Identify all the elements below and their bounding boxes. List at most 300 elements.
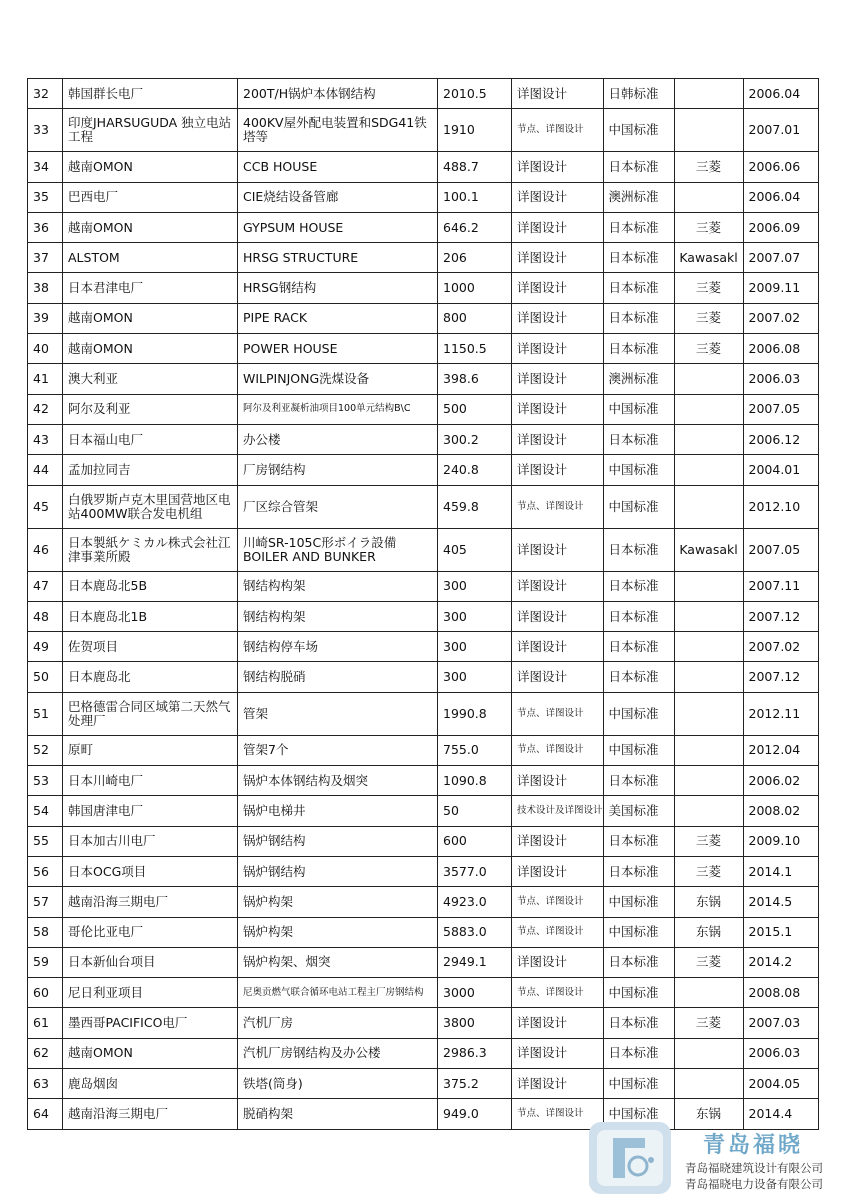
cell-scope: 详图设计 xyxy=(512,424,604,454)
table-row xyxy=(28,303,819,333)
cell-project-name: 越南OMON xyxy=(63,212,238,242)
table-row xyxy=(28,528,819,571)
cell-standard: 中国标准 xyxy=(603,917,674,947)
cell-no: 52 xyxy=(28,735,63,765)
table-row xyxy=(28,152,819,182)
cell-no: 53 xyxy=(28,766,63,796)
cell-project-name: 日本鹿岛北5B xyxy=(63,571,238,601)
cell-scope: 节点、详图设计 xyxy=(512,887,604,917)
table-row xyxy=(28,364,819,394)
cell-client xyxy=(674,766,743,796)
cell-project-name: 佐贺项目 xyxy=(63,632,238,662)
cell-item: POWER HOUSE xyxy=(238,334,438,364)
cell-standard: 澳洲标准 xyxy=(603,182,674,212)
cell-project-name: 越南OMON xyxy=(63,1038,238,1068)
cell-scope: 节点、详图设计 xyxy=(512,692,604,735)
table-row xyxy=(28,947,819,977)
cell-client xyxy=(674,1038,743,1068)
cell-project-name: 巴西电厂 xyxy=(63,182,238,212)
cell-standard: 中国标准 xyxy=(603,1069,674,1099)
cell-standard: 日本标准 xyxy=(603,528,674,571)
table-row xyxy=(28,692,819,735)
cell-no: 38 xyxy=(28,273,63,303)
cell-quantity: 300.2 xyxy=(438,424,512,454)
cell-project-name: 哥伦比亚电厂 xyxy=(63,917,238,947)
cell-standard: 中国标准 xyxy=(603,394,674,424)
cell-quantity: 1990.8 xyxy=(438,692,512,735)
cell-no: 55 xyxy=(28,826,63,856)
cell-client: 三菱 xyxy=(674,826,743,856)
cell-item: CIE烧结设备管廊 xyxy=(238,182,438,212)
cell-quantity: 300 xyxy=(438,632,512,662)
cell-scope: 节点、详图设计 xyxy=(512,1099,604,1129)
cell-quantity: 375.2 xyxy=(438,1069,512,1099)
table-row xyxy=(28,1008,819,1038)
cell-quantity: 1150.5 xyxy=(438,334,512,364)
cell-standard: 中国标准 xyxy=(603,692,674,735)
cell-standard: 日本标准 xyxy=(603,243,674,273)
cell-project-name: 日本川崎电厂 xyxy=(63,766,238,796)
cell-no: 39 xyxy=(28,303,63,333)
cell-item: 钢结构脱硝 xyxy=(238,662,438,692)
cell-standard: 日本标准 xyxy=(603,856,674,886)
cell-standard: 中国标准 xyxy=(603,1099,674,1129)
cell-client xyxy=(674,662,743,692)
cell-date: 2007.02 xyxy=(743,303,818,333)
cell-item: 厂区综合管架 xyxy=(238,485,438,528)
cell-standard: 日韩标准 xyxy=(603,79,674,109)
cell-standard: 日本标准 xyxy=(603,1008,674,1038)
cell-item: 汽机厂房钢结构及办公楼 xyxy=(238,1038,438,1068)
cell-standard: 日本标准 xyxy=(603,1038,674,1068)
cell-item: 管架 xyxy=(238,692,438,735)
company-name-2: 青岛福晓电力设备有限公司 xyxy=(685,1177,823,1191)
cell-item: 钢结构停车场 xyxy=(238,632,438,662)
cell-quantity: 646.2 xyxy=(438,212,512,242)
cell-item: 钢结构构架 xyxy=(238,571,438,601)
cell-item: 阿尔及利亚凝析油项目100单元结构B\C xyxy=(238,394,438,424)
cell-date: 2009.10 xyxy=(743,826,818,856)
cell-project-name: 日本加古川电厂 xyxy=(63,826,238,856)
cell-project-name: ALSTOM xyxy=(63,243,238,273)
cell-standard: 日本标准 xyxy=(603,947,674,977)
cell-project-name: 阿尔及利亚 xyxy=(63,394,238,424)
table-row xyxy=(28,917,819,947)
cell-quantity: 100.1 xyxy=(438,182,512,212)
cell-scope: 详图设计 xyxy=(512,273,604,303)
cell-scope: 详图设计 xyxy=(512,1069,604,1099)
cell-no: 33 xyxy=(28,109,63,152)
cell-no: 40 xyxy=(28,334,63,364)
cell-item: HRSG钢结构 xyxy=(238,273,438,303)
project-table xyxy=(27,78,819,1130)
cell-quantity: 600 xyxy=(438,826,512,856)
cell-client xyxy=(674,692,743,735)
cell-project-name: 日本鹿岛北 xyxy=(63,662,238,692)
cell-client: 东锅 xyxy=(674,917,743,947)
cell-quantity: 1910 xyxy=(438,109,512,152)
cell-no: 58 xyxy=(28,917,63,947)
cell-quantity: 3577.0 xyxy=(438,856,512,886)
cell-date: 2007.03 xyxy=(743,1008,818,1038)
cell-quantity: 398.6 xyxy=(438,364,512,394)
table-row xyxy=(28,856,819,886)
cell-scope: 技术设计及详图设计 xyxy=(512,796,604,826)
table-row xyxy=(28,826,819,856)
cell-quantity: 949.0 xyxy=(438,1099,512,1129)
cell-item: 锅炉电梯井 xyxy=(238,796,438,826)
cell-project-name: 日本君津电厂 xyxy=(63,273,238,303)
cell-client xyxy=(674,601,743,631)
logo-mark-icon xyxy=(583,1118,678,1198)
cell-quantity: 405 xyxy=(438,528,512,571)
company-name-1: 青岛福晓建筑设计有限公司 xyxy=(685,1161,823,1175)
cell-no: 51 xyxy=(28,692,63,735)
cell-item: 锅炉本体钢结构及烟突 xyxy=(238,766,438,796)
cell-no: 32 xyxy=(28,79,63,109)
cell-client xyxy=(674,735,743,765)
cell-client xyxy=(674,109,743,152)
cell-project-name: 越南沿海三期电厂 xyxy=(63,1099,238,1129)
cell-no: 57 xyxy=(28,887,63,917)
cell-quantity: 4923.0 xyxy=(438,887,512,917)
cell-item: 管架7个 xyxy=(238,735,438,765)
cell-date: 2014.4 xyxy=(743,1099,818,1129)
cell-quantity: 1000 xyxy=(438,273,512,303)
cell-date: 2014.2 xyxy=(743,947,818,977)
cell-client: 三菱 xyxy=(674,152,743,182)
cell-date: 2007.05 xyxy=(743,528,818,571)
cell-client: 三菱 xyxy=(674,1008,743,1038)
cell-no: 43 xyxy=(28,424,63,454)
cell-project-name: 印度JHARSUGUDA 独立电站工程 xyxy=(63,109,238,152)
cell-quantity: 300 xyxy=(438,571,512,601)
cell-date: 2007.11 xyxy=(743,571,818,601)
cell-client: 东锅 xyxy=(674,887,743,917)
cell-date: 2006.04 xyxy=(743,182,818,212)
cell-quantity: 2986.3 xyxy=(438,1038,512,1068)
cell-no: 47 xyxy=(28,571,63,601)
cell-date: 2008.08 xyxy=(743,978,818,1008)
cell-standard: 中国标准 xyxy=(603,485,674,528)
cell-standard: 日本标准 xyxy=(603,424,674,454)
table-row xyxy=(28,182,819,212)
cell-date: 2006.03 xyxy=(743,364,818,394)
cell-no: 35 xyxy=(28,182,63,212)
cell-item: 锅炉构架 xyxy=(238,917,438,947)
cell-no: 61 xyxy=(28,1008,63,1038)
cell-project-name: 澳大利亚 xyxy=(63,364,238,394)
table-row xyxy=(28,978,819,1008)
cell-project-name: 越南OMON xyxy=(63,303,238,333)
cell-date: 2014.1 xyxy=(743,856,818,886)
cell-no: 49 xyxy=(28,632,63,662)
cell-client: 三菱 xyxy=(674,947,743,977)
cell-date: 2014.5 xyxy=(743,887,818,917)
cell-item: 锅炉构架 xyxy=(238,887,438,917)
cell-quantity: 1090.8 xyxy=(438,766,512,796)
cell-date: 2007.01 xyxy=(743,109,818,152)
cell-no: 41 xyxy=(28,364,63,394)
cell-scope: 详图设计 xyxy=(512,243,604,273)
cell-scope: 节点、详图设计 xyxy=(512,978,604,1008)
cell-item: 锅炉钢结构 xyxy=(238,826,438,856)
cell-client: 东锅 xyxy=(674,1099,743,1129)
cell-date: 2012.10 xyxy=(743,485,818,528)
cell-no: 48 xyxy=(28,601,63,631)
cell-scope: 详图设计 xyxy=(512,947,604,977)
table-row xyxy=(28,571,819,601)
cell-scope: 详图设计 xyxy=(512,1008,604,1038)
cell-item: 200T/H锅炉本体钢结构 xyxy=(238,79,438,109)
cell-date: 2006.02 xyxy=(743,766,818,796)
table-row xyxy=(28,109,819,152)
cell-no: 56 xyxy=(28,856,63,886)
cell-quantity: 300 xyxy=(438,662,512,692)
cell-scope: 详图设计 xyxy=(512,856,604,886)
cell-standard: 日本标准 xyxy=(603,662,674,692)
cell-no: 44 xyxy=(28,455,63,485)
cell-scope: 详图设计 xyxy=(512,662,604,692)
cell-item: 厂房钢结构 xyxy=(238,455,438,485)
cell-quantity: 3800 xyxy=(438,1008,512,1038)
table-row xyxy=(28,212,819,242)
cell-project-name: 孟加拉同吉 xyxy=(63,455,238,485)
cell-project-name: 日本鹿岛北1B xyxy=(63,601,238,631)
cell-quantity: 2010.5 xyxy=(438,79,512,109)
cell-scope: 详图设计 xyxy=(512,766,604,796)
cell-client: 三菱 xyxy=(674,856,743,886)
cell-client xyxy=(674,1069,743,1099)
cell-project-name: 越南OMON xyxy=(63,152,238,182)
cell-standard: 日本标准 xyxy=(603,766,674,796)
cell-scope: 详图设计 xyxy=(512,79,604,109)
cell-scope: 详图设计 xyxy=(512,1038,604,1068)
logo-title: 青岛福晓 xyxy=(703,1133,804,1158)
cell-scope: 节点、详图设计 xyxy=(512,735,604,765)
table-row xyxy=(28,796,819,826)
cell-no: 45 xyxy=(28,485,63,528)
cell-quantity: 459.8 xyxy=(438,485,512,528)
cell-client: 三菱 xyxy=(674,303,743,333)
cell-date: 2007.12 xyxy=(743,601,818,631)
cell-date: 2006.04 xyxy=(743,79,818,109)
cell-client: Kawasakl xyxy=(674,528,743,571)
cell-scope: 详图设计 xyxy=(512,394,604,424)
cell-scope: 详图设计 xyxy=(512,364,604,394)
cell-item: CCB HOUSE xyxy=(238,152,438,182)
cell-no: 50 xyxy=(28,662,63,692)
table-row xyxy=(28,1038,819,1068)
table-row xyxy=(28,243,819,273)
cell-standard: 中国标准 xyxy=(603,455,674,485)
cell-client xyxy=(674,632,743,662)
cell-no: 59 xyxy=(28,947,63,977)
cell-project-name: 韩国唐津电厂 xyxy=(63,796,238,826)
table-row xyxy=(28,662,819,692)
table-row xyxy=(28,485,819,528)
cell-item: 办公楼 xyxy=(238,424,438,454)
cell-client xyxy=(674,394,743,424)
cell-project-name: 原町 xyxy=(63,735,238,765)
cell-client: 三菱 xyxy=(674,334,743,364)
cell-standard: 中国标准 xyxy=(603,735,674,765)
cell-standard: 日本标准 xyxy=(603,303,674,333)
cell-client: Kawasakl xyxy=(674,243,743,273)
cell-scope: 详图设计 xyxy=(512,152,604,182)
cell-project-name: 越南OMON xyxy=(63,334,238,364)
cell-quantity: 5883.0 xyxy=(438,917,512,947)
cell-date: 2004.05 xyxy=(743,1069,818,1099)
cell-project-name: 日本製紙ケミカル株式会社江津事業所殿 xyxy=(63,528,238,571)
cell-quantity: 488.7 xyxy=(438,152,512,182)
cell-item: 钢结构构架 xyxy=(238,601,438,631)
cell-standard: 美国标准 xyxy=(603,796,674,826)
cell-standard: 澳洲标准 xyxy=(603,364,674,394)
cell-no: 42 xyxy=(28,394,63,424)
cell-client: 三菱 xyxy=(674,212,743,242)
cell-date: 2008.02 xyxy=(743,796,818,826)
cell-date: 2006.08 xyxy=(743,334,818,364)
cell-date: 2012.11 xyxy=(743,692,818,735)
cell-item: PIPE RACK xyxy=(238,303,438,333)
table-body xyxy=(28,79,819,1130)
cell-scope: 详图设计 xyxy=(512,182,604,212)
cell-scope: 详图设计 xyxy=(512,212,604,242)
cell-client xyxy=(674,455,743,485)
cell-quantity: 2949.1 xyxy=(438,947,512,977)
cell-no: 46 xyxy=(28,528,63,571)
cell-scope: 详图设计 xyxy=(512,303,604,333)
cell-item: 汽机厂房 xyxy=(238,1008,438,1038)
cell-project-name: 鹿岛烟囱 xyxy=(63,1069,238,1099)
cell-scope: 详图设计 xyxy=(512,455,604,485)
cell-item: 脱硝构架 xyxy=(238,1099,438,1129)
table-row xyxy=(28,1069,819,1099)
table-row xyxy=(28,424,819,454)
cell-scope: 详图设计 xyxy=(512,601,604,631)
cell-standard: 中国标准 xyxy=(603,887,674,917)
cell-client xyxy=(674,182,743,212)
cell-standard: 日本标准 xyxy=(603,632,674,662)
cell-date: 2015.1 xyxy=(743,917,818,947)
cell-item: GYPSUM HOUSE xyxy=(238,212,438,242)
cell-quantity: 755.0 xyxy=(438,735,512,765)
table-row xyxy=(28,79,819,109)
cell-scope: 详图设计 xyxy=(512,826,604,856)
cell-no: 62 xyxy=(28,1038,63,1068)
cell-standard: 日本标准 xyxy=(603,826,674,856)
cell-item: WILPINJONG洗煤设备 xyxy=(238,364,438,394)
cell-project-name: 韩国群长电厂 xyxy=(63,79,238,109)
cell-quantity: 3000 xyxy=(438,978,512,1008)
cell-project-name: 日本新仙台项目 xyxy=(63,947,238,977)
cell-scope: 详图设计 xyxy=(512,334,604,364)
table-row xyxy=(28,601,819,631)
cell-quantity: 500 xyxy=(438,394,512,424)
cell-scope: 节点、详图设计 xyxy=(512,485,604,528)
cell-client xyxy=(674,79,743,109)
cell-item: 铁塔(筒身) xyxy=(238,1069,438,1099)
cell-item: 400KV屋外配电装置和SDG41铁塔等 xyxy=(238,109,438,152)
cell-no: 36 xyxy=(28,212,63,242)
cell-standard: 日本标准 xyxy=(603,152,674,182)
cell-client xyxy=(674,424,743,454)
cell-scope: 详图设计 xyxy=(512,632,604,662)
table-row xyxy=(28,735,819,765)
cell-project-name: 日本OCG项目 xyxy=(63,856,238,886)
cell-no: 54 xyxy=(28,796,63,826)
table-row xyxy=(28,887,819,917)
cell-standard: 日本标准 xyxy=(603,212,674,242)
company-logo xyxy=(583,1118,843,1198)
cell-standard: 日本标准 xyxy=(603,273,674,303)
cell-project-name: 越南沿海三期电厂 xyxy=(63,887,238,917)
cell-client xyxy=(674,571,743,601)
cell-no: 37 xyxy=(28,243,63,273)
cell-date: 2006.03 xyxy=(743,1038,818,1068)
cell-date: 2007.05 xyxy=(743,394,818,424)
cell-item: HRSG STRUCTURE xyxy=(238,243,438,273)
cell-item: 锅炉钢结构 xyxy=(238,856,438,886)
cell-item: 尼奥贡燃气联合循环电站工程主厂房钢结构 xyxy=(238,978,438,1008)
table-row xyxy=(28,273,819,303)
cell-date: 2012.04 xyxy=(743,735,818,765)
cell-no: 34 xyxy=(28,152,63,182)
cell-no: 63 xyxy=(28,1069,63,1099)
cell-scope: 详图设计 xyxy=(512,571,604,601)
cell-quantity: 206 xyxy=(438,243,512,273)
cell-standard: 日本标准 xyxy=(603,571,674,601)
cell-client xyxy=(674,978,743,1008)
cell-client xyxy=(674,364,743,394)
cell-standard: 日本标准 xyxy=(603,601,674,631)
table-row xyxy=(28,766,819,796)
cell-project-name: 巴格德雷合同区域第二天然气处理厂 xyxy=(63,692,238,735)
cell-client xyxy=(674,796,743,826)
cell-date: 2006.12 xyxy=(743,424,818,454)
cell-date: 2007.07 xyxy=(743,243,818,273)
cell-item: 锅炉构架、烟突 xyxy=(238,947,438,977)
cell-project-name: 墨西哥PACIFICO电厂 xyxy=(63,1008,238,1038)
cell-no: 60 xyxy=(28,978,63,1008)
cell-standard: 日本标准 xyxy=(603,334,674,364)
cell-quantity: 800 xyxy=(438,303,512,333)
cell-project-name: 尼日利亚项目 xyxy=(63,978,238,1008)
table-row xyxy=(28,632,819,662)
table-row xyxy=(28,334,819,364)
cell-date: 2007.02 xyxy=(743,632,818,662)
cell-item: 川崎SR-105C形ボイラ設備BOILER AND BUNKER xyxy=(238,528,438,571)
cell-project-name: 日本福山电厂 xyxy=(63,424,238,454)
cell-date: 2006.09 xyxy=(743,212,818,242)
cell-project-name: 白俄罗斯卢克木里国营地区电站400MW联合发电机组 xyxy=(63,485,238,528)
table-row xyxy=(28,455,819,485)
cell-date: 2009.11 xyxy=(743,273,818,303)
cell-standard: 中国标准 xyxy=(603,109,674,152)
cell-scope: 节点、详图设计 xyxy=(512,917,604,947)
cell-quantity: 50 xyxy=(438,796,512,826)
cell-date: 2004.01 xyxy=(743,455,818,485)
cell-date: 2007.12 xyxy=(743,662,818,692)
table-row xyxy=(28,394,819,424)
cell-no: 64 xyxy=(28,1099,63,1129)
cell-client: 三菱 xyxy=(674,273,743,303)
cell-quantity: 240.8 xyxy=(438,455,512,485)
cell-client xyxy=(674,485,743,528)
cell-standard: 中国标准 xyxy=(603,978,674,1008)
cell-date: 2006.06 xyxy=(743,152,818,182)
